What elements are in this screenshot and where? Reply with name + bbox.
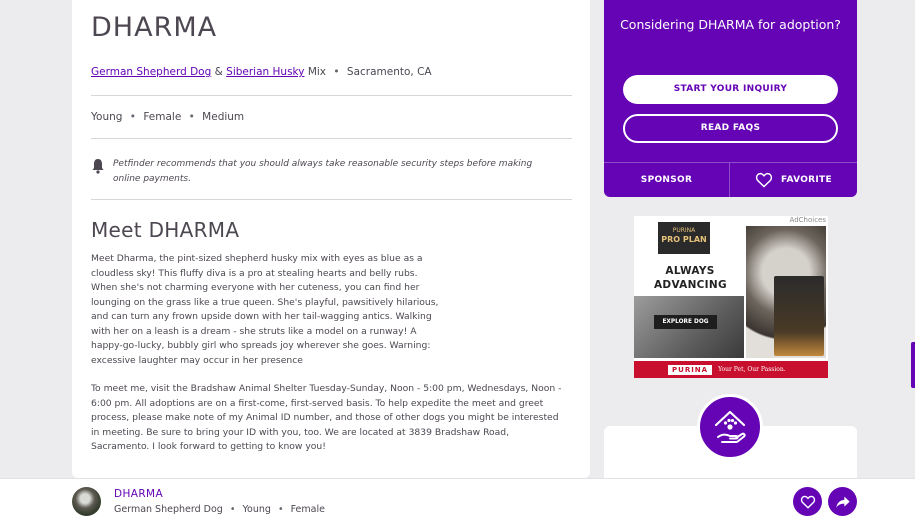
pet-details-card — [72, 0, 590, 478]
ad-footer — [634, 361, 828, 378]
sticky-favorite-button[interactable] — [793, 487, 822, 516]
sticky-gender: Female — [290, 504, 325, 515]
sponsor-button[interactable]: SPONSOR — [604, 163, 730, 197]
pet-attributes-line — [91, 111, 244, 123]
adoption-question: Considering DHARMA for adoption? — [620, 17, 841, 32]
security-notice — [91, 157, 561, 186]
adoption-actions — [604, 162, 857, 197]
security-notice-text: Petfinder recommends that you should always take reasonable security steps before making online payments. — [113, 159, 533, 184]
breed-ampersand: & — [214, 66, 223, 78]
start-inquiry-button[interactable]: START YOUR INQUIRY — [623, 75, 838, 104]
ad-explore-button[interactable]: EXPLORE DOG — [654, 315, 717, 329]
separator-dot: • — [333, 66, 340, 78]
sticky-age: Young — [242, 504, 271, 515]
feedback-tab[interactable] — [911, 342, 915, 388]
advertisement[interactable] — [634, 216, 828, 378]
ad-headline-line2: ADVANCING — [654, 279, 727, 291]
bell-icon — [91, 158, 105, 174]
sticky-breed: German Shepherd Dog — [114, 504, 223, 515]
favorite-label: FAVORITE — [781, 175, 832, 185]
divider — [91, 199, 572, 200]
favorite-button[interactable] — [730, 163, 857, 197]
breed-link-german-shepherd[interactable]: German Shepherd Dog — [91, 66, 212, 78]
ad-brand-line: PRO PLAN — [661, 235, 707, 244]
adoption-panel — [604, 0, 857, 197]
age-label: Young — [91, 111, 123, 123]
separator-dot: • — [129, 111, 136, 123]
pet-care-icon-badge — [697, 394, 763, 460]
heart-icon — [800, 495, 816, 509]
adoption-instructions: To meet me, visit the Bradshaw Animal Shelter Tuesday-Sunday, Noon - 5:00 pm, Wednesdays, Noon - 6:00 pm. All adoptions are on a first-come, first-served basis. To help expedite the meet and greet process, please make note of my Animal ID number, and those of other dogs you might be interested in meeting. Be sure to bring your ID with you, too. We are located at 3839 Bradshaw Road, Sacramento. I look forward to getting to know you! — [91, 383, 562, 452]
meet-heading: Meet DHARMA — [91, 218, 240, 242]
pet-avatar — [72, 487, 101, 516]
pet-name-heading: DHARMA — [91, 12, 218, 43]
ad-brand-top: PURINA — [672, 227, 696, 234]
sticky-pet-bar — [0, 478, 915, 523]
sticky-pet-attributes — [114, 504, 325, 515]
separator-dot: • — [277, 504, 284, 515]
divider — [91, 138, 572, 139]
ad-tagline: Your Pet, Our Passion. — [718, 366, 786, 373]
ad-headline — [654, 264, 726, 292]
home-paw-hand-icon — [700, 397, 760, 457]
gender-label: Female — [143, 111, 182, 123]
sticky-share-button[interactable] — [828, 487, 857, 516]
ad-headline-line1: ALWAYS — [665, 265, 715, 277]
ad-choices-link[interactable]: AdChoices — [789, 216, 826, 224]
breed-location-line — [91, 66, 432, 78]
share-arrow-icon — [835, 495, 851, 509]
separator-dot: • — [188, 111, 195, 123]
pro-plan-logo — [658, 222, 710, 254]
pet-description: Meet Dharma, the pint-sized shepherd husky mix with eyes as blue as a cloudless sky! This fluffy diva is a pro at stealing hearts and belly rubs. When she's not charming everyone with her cuteness, you can find her lounging on the grass like a true queen. She's playful, pawsitively hilarious, and can turn any frown upside down with her tail-wagging antics. Walking with her on a leash is a dream - she struts like a model on a runway! A happy-go-lucky, bubbly girl who spreads joy wherever she goes. Warning: excessive laughter may occur in her presence — [91, 253, 439, 366]
divider — [91, 95, 572, 96]
read-faqs-button[interactable]: READ FAQS — [623, 114, 838, 143]
sticky-pet-name: DHARMA — [114, 488, 164, 500]
heart-icon — [755, 172, 773, 188]
ad-product-image — [774, 276, 824, 356]
location-label: Sacramento, CA — [346, 66, 432, 78]
purina-logo: PURINA — [668, 365, 712, 375]
separator-dot: • — [229, 504, 236, 515]
size-label: Medium — [202, 111, 245, 123]
breed-mix-label: Mix — [307, 66, 327, 78]
breed-link-siberian-husky[interactable]: Siberian Husky — [226, 66, 305, 78]
